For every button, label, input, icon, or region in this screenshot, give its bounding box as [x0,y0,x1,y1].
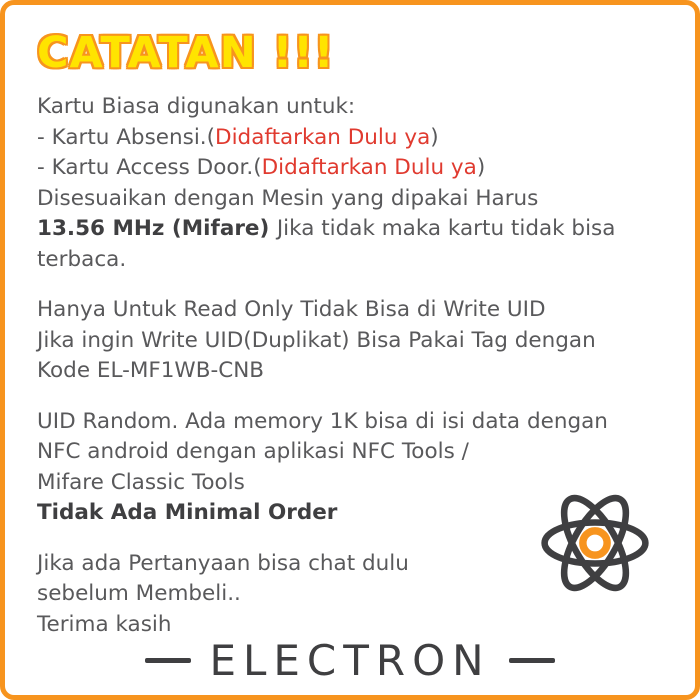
note-highlight: Didaftarkan Dulu ya [261,155,477,181]
note-line: Kartu Biasa digunakan untuk: [37,94,356,120]
page-title: CATATAN !!! [37,28,335,78]
note-highlight: Didaftarkan Dulu ya [215,124,431,150]
brand-name: ELECTRON [209,636,491,685]
note-text: ) [430,124,439,150]
note-line: Jika ingin Write UID(Duplikat) Bisa Pakai Tag dengan [37,327,596,353]
note-line: Jika ada Pertanyaan bisa chat dulu [37,550,409,576]
paragraph-spacer [37,387,669,407]
note-text: Jika tidak maka kartu tidak bisa [276,216,616,242]
note-line [37,153,669,184]
note-line: Disesuaikan dengan Mesin yang dipakai Harus [37,185,539,211]
note-line: NFC android dengan aplikasi NFC Tools / [37,439,469,465]
note-line: Hanya Untuk Read Only Tidak Bisa di Write UID [37,297,546,323]
note-line [37,214,669,245]
note-line: Terima kasih [37,611,172,637]
note-emphasis: Tidak Ada Minimal Order [37,500,338,526]
note-line [37,123,669,154]
paragraph-spacer [37,275,669,295]
atom-icon [539,487,651,599]
note-line: terbaca. [37,246,127,272]
footer [5,561,695,691]
note-line: Mifare Classic Tools [37,469,245,495]
dash-right-icon [509,658,555,663]
note-text: - Kartu Access Door.( [37,155,262,181]
brand-row [5,636,695,685]
note-line: UID Random. Ada memory 1K bisa di isi data dengan [37,408,608,434]
dash-left-icon [145,658,191,663]
note-line: Kode EL-MF1WB-CNB [37,358,265,384]
note-line: sebelum Membeli.. [37,581,241,607]
note-text: ) [476,155,486,181]
note-emphasis: 13.56 MHz (Mifare) [37,216,277,242]
note-text: - Kartu Absensi.( [37,124,216,150]
